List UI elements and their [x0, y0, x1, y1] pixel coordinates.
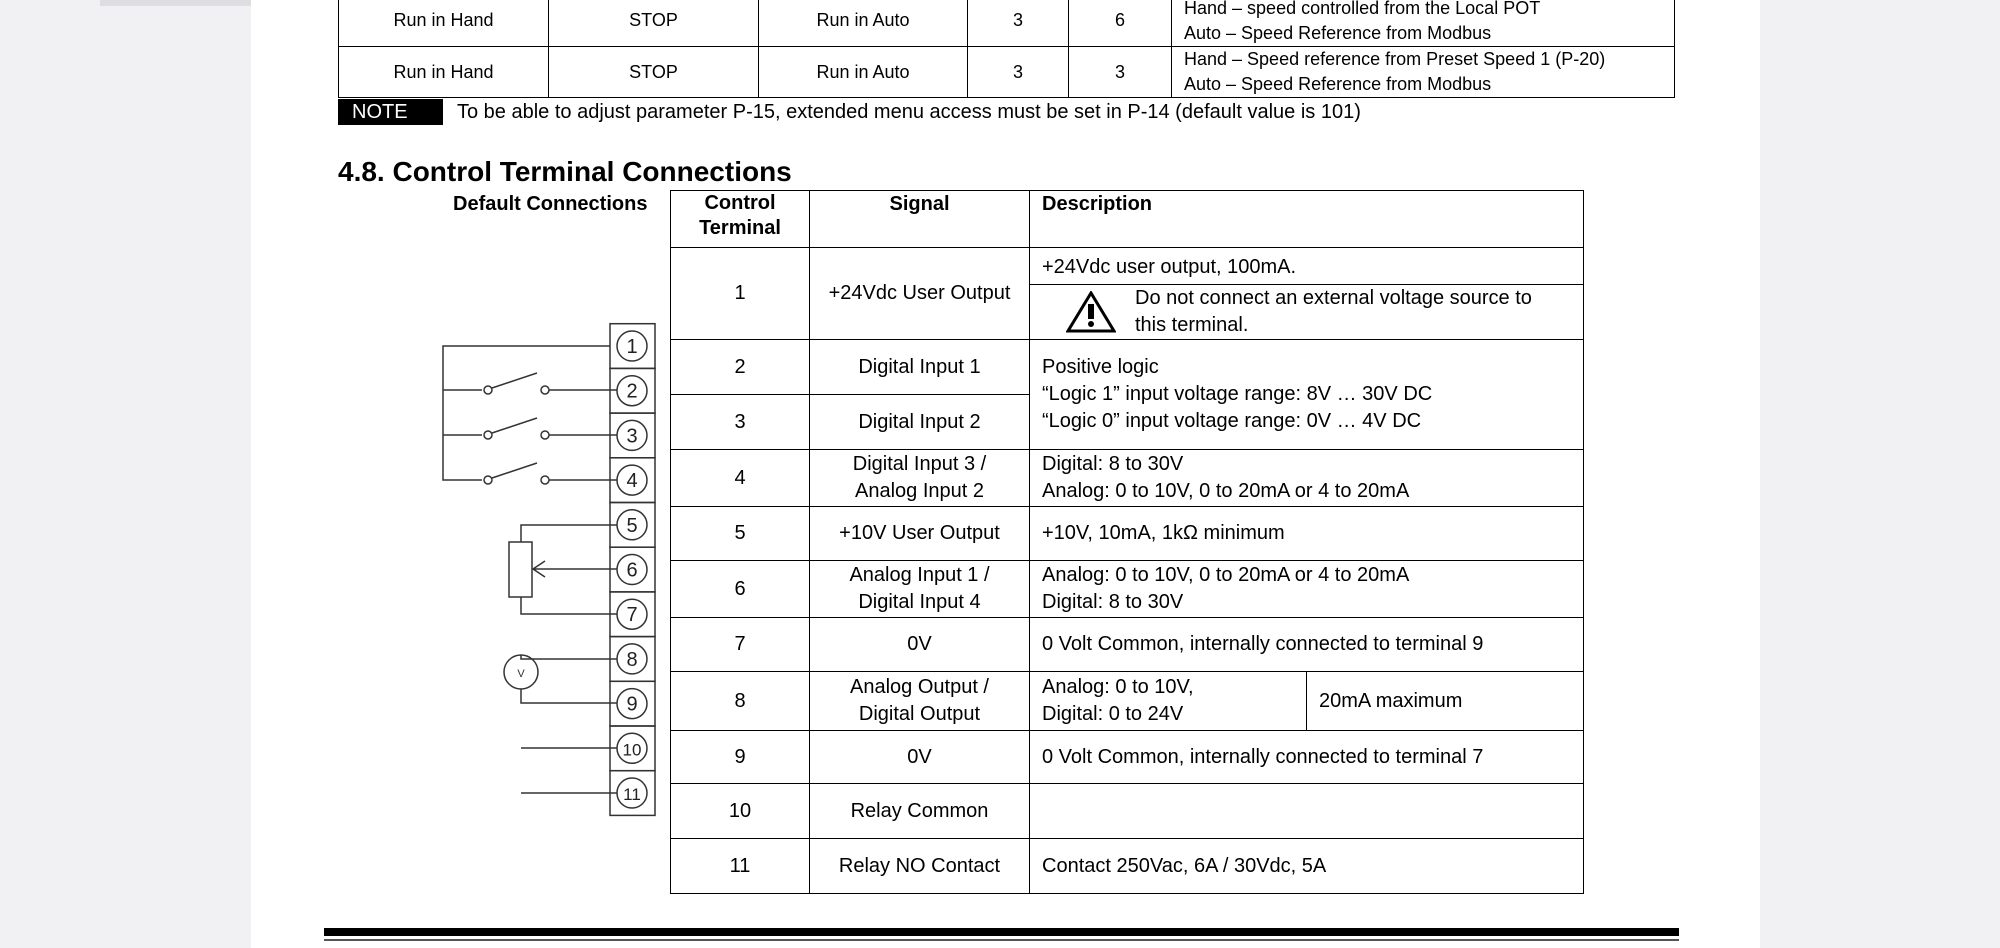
terminal-number: 3 [671, 395, 810, 450]
terminal-table [670, 190, 1584, 894]
description [1030, 784, 1584, 839]
terminal-label: 9 [626, 693, 638, 716]
terminal-number: 11 [671, 839, 810, 894]
terminal-label: 11 [623, 785, 641, 804]
signal-text: Digital Input 4 [858, 591, 981, 613]
description-text: Positive logic [1042, 356, 1159, 378]
terminal-number: 2 [671, 340, 810, 395]
signal-text: Analog Input 2 [855, 480, 984, 502]
terminal-number: 7 [671, 618, 810, 672]
signal: Digital Input 2 [810, 395, 1030, 450]
table-row [671, 340, 1584, 395]
description: 0 Volt Common, internally connected to terminal 7 [1030, 731, 1584, 784]
terminal-number: 4 [671, 450, 810, 507]
terminal-number: 1 [671, 248, 810, 340]
header-row [671, 191, 1584, 248]
terminal-label: 10 [622, 740, 642, 760]
cell: 3 [1069, 47, 1172, 98]
description-text: Digital: 0 to 24V [1042, 703, 1184, 725]
description-extra: 20mA maximum [1307, 672, 1584, 731]
table-row [671, 450, 1584, 507]
description-text: Analog: 0 to 10V, [1042, 676, 1194, 698]
note-label: NOTE [338, 99, 443, 125]
description: Contact 250Vac, 6A / 30Vdc, 5A [1030, 839, 1584, 894]
note-text: To be able to adjust parameter P-15, extended menu access must be set in P-14 (default value is 101) [457, 101, 1361, 123]
description [1030, 561, 1584, 618]
potentiometer [509, 525, 617, 614]
terminal-number: 5 [671, 507, 810, 561]
signal: Digital Input 1 [810, 340, 1030, 395]
terminal-label: 7 [626, 604, 638, 627]
signal-text: Digital Output [858, 703, 981, 725]
header-terminal: Control Terminal [671, 191, 810, 248]
description [1030, 450, 1584, 507]
text: Hand – speed controlled from the Local POT [1184, 0, 1541, 18]
cell: STOP [549, 0, 759, 47]
text: Auto – Speed Reference from Modbus [1184, 74, 1492, 94]
terminal-number: 10 [671, 784, 810, 839]
text: Auto – Speed Reference from Modbus [1184, 22, 1492, 43]
cell: Run in Hand [339, 0, 549, 47]
signal: +10V User Output [810, 507, 1030, 561]
description: +10V, 10mA, 1kΩ minimum [1030, 507, 1584, 561]
description-text: +24Vdc user output, 100mA. [1030, 249, 1583, 285]
signal [810, 672, 1030, 731]
diagram-title: Default Connections [453, 193, 648, 215]
cell: STOP [549, 47, 759, 98]
switch-wiring [443, 346, 617, 484]
table-row [671, 784, 1584, 839]
signal-text: Analog Input 1 / [849, 564, 990, 586]
description [1030, 248, 1584, 340]
signal: 0V [810, 618, 1030, 672]
voltmeter [504, 655, 617, 793]
footer-rule [324, 928, 1679, 936]
section-heading: 4.8. Control Terminal Connections [338, 156, 792, 187]
description [1030, 340, 1584, 450]
description: 0 Volt Common, internally connected to terminal 9 [1030, 618, 1584, 672]
description-text: Digital: 8 to 30V [1042, 591, 1184, 613]
terminal-label: 3 [626, 425, 638, 448]
cell: Run in Hand [339, 47, 549, 98]
terminal-label: 6 [626, 559, 638, 582]
cell: 6 [1069, 0, 1172, 47]
table-row [671, 618, 1584, 672]
description-text: Analog: 0 to 10V, 0 to 20mA or 4 to 20mA [1042, 564, 1410, 586]
terminal-label: 5 [626, 514, 638, 537]
cell: Run in Auto [759, 47, 968, 98]
header-signal: Signal [810, 191, 1030, 248]
text: Hand – Speed reference from Preset Speed 1 (P-20) [1184, 49, 1606, 69]
warning-icon [1066, 291, 1116, 333]
cell: 3 [968, 0, 1069, 47]
description-text: Analog: 0 to 10V, 0 to 20mA or 4 to 20mA [1042, 480, 1410, 502]
table-row [671, 507, 1584, 561]
signal-text: Digital Input 3 / [852, 453, 987, 475]
warning-text: Do not connect an external voltage source to this terminal. [1135, 286, 1532, 336]
signal: Relay NO Contact [810, 839, 1030, 894]
terminal-label: 1 [626, 336, 638, 358]
footer-rule-thin [324, 939, 1679, 941]
signal-text: Analog Output / [850, 676, 989, 698]
voltmeter-label: V [517, 668, 525, 680]
terminal-number: 9 [671, 731, 810, 784]
signal: +24Vdc User Output [810, 248, 1030, 340]
signal: 0V [810, 731, 1030, 784]
description-text: “Logic 0” input voltage range: 0V … 4V DC [1042, 410, 1422, 432]
terminal-label: 8 [626, 648, 638, 671]
table-row [671, 839, 1584, 894]
cell: 3 [968, 47, 1069, 98]
description [1030, 672, 1307, 731]
table-row [671, 731, 1584, 784]
signal: Relay Common [810, 784, 1030, 839]
signal [810, 450, 1030, 507]
table-row [671, 248, 1584, 340]
description-text: Digital: 8 to 30V [1042, 453, 1184, 475]
header-description: Description [1030, 191, 1584, 248]
terminal-number: 8 [671, 672, 810, 731]
cell: Run in Auto [759, 0, 968, 47]
signal [810, 561, 1030, 618]
terminal-label: 2 [626, 380, 638, 403]
table-row [671, 672, 1584, 731]
terminal-label: 4 [626, 470, 638, 493]
terminal-number: 6 [671, 561, 810, 618]
description-text: “Logic 1” input voltage range: 8V … 30V DC [1042, 383, 1433, 405]
table-row [671, 561, 1584, 618]
